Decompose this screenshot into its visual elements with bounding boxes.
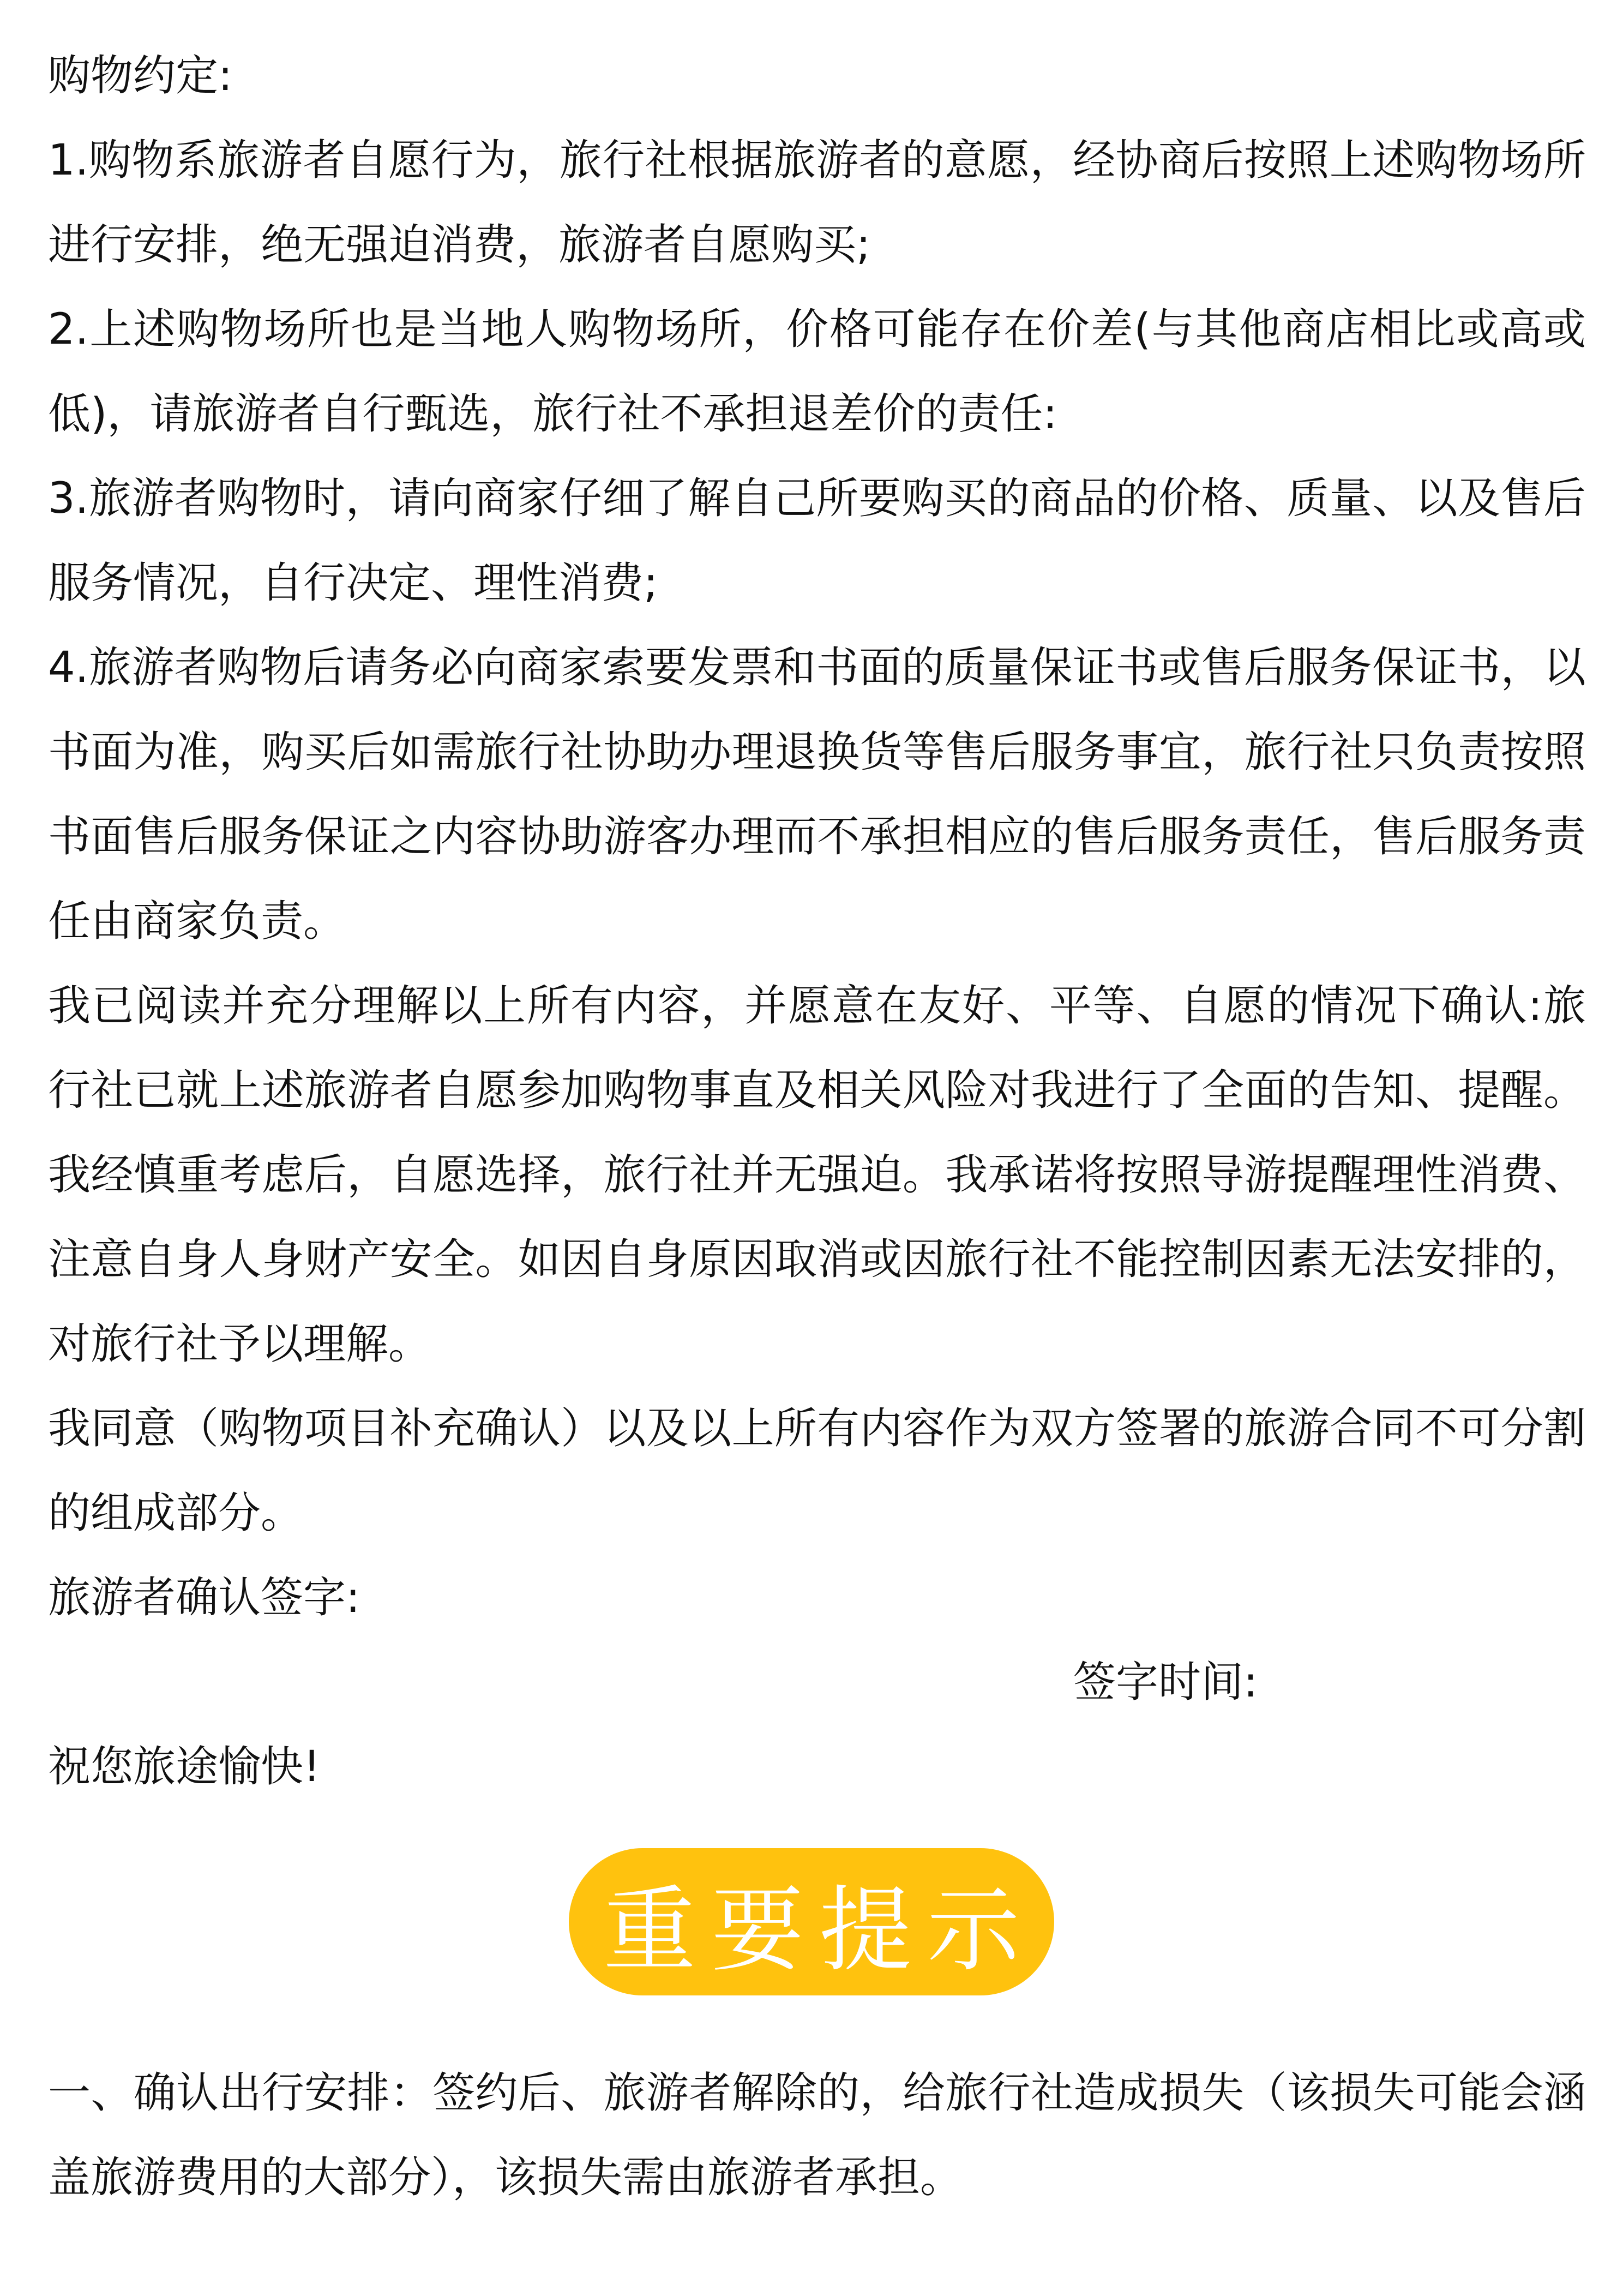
- shopping-clause-3: 3.旅游者购物时，请向商家仔细了解自己所要购买的商品的价格、质量、以及售后服务情况，自行决定、理性消费;: [48, 474, 1586, 608]
- shopping-clause-2: 2.上述购物场所也是当地人购物场所，价格可能存在价差(与其他商店相比或高或低)，请旅游者自行甄选，旅行社不承担退差价的责任:: [48, 305, 1586, 439]
- traveler-signature-label: 旅游者确认签字:: [48, 1573, 360, 1622]
- important-notice-badge: 重要提示: [569, 1848, 1054, 1995]
- shopping-agreement-heading: 购物约定:: [48, 51, 233, 100]
- shopping-clause-4: 4.旅游者购物后请务必向商家索要发票和书面的质量保证书或售后服务保证书，以书面为准，购买后如需旅行社协助办理退换货等售后服务事宜，旅行社只负责按照书面售后服务保证之内容协助游客办理而不承担相应的售后服务责任，售后服务责任由商家负责。: [48, 643, 1586, 946]
- confirmation-statement: 我已阅读并充分理解以上所有内容，并愿意在友好、平等、自愿的情况下确认:旅行社已就上述旅游者自愿参加购物事直及相关风险对我进行了全面的告知、提醒。我经慎重考虑后，自愿选择，旅行社并无强迫。我承诺将按照导游提醒理性消费、注意自身人身财产安全。如因自身原因取消或因旅行社不能控制因素无法安排的，对旅行社予以理解。: [48, 981, 1586, 1369]
- notice-item-1: 一、确认出行安排：签约后、旅游者解除的，给旅行社造成损失（该损失可能会涵盖旅游费用的大部分），该损失需由旅游者承担。: [48, 2069, 1586, 2202]
- notice-section: [48, 2051, 1586, 2220]
- sign-time-label: 签字时间:: [1073, 1658, 1258, 1707]
- closing-greeting: 祝您旅途愉快!: [48, 1742, 321, 1791]
- shopping-clause-1: 1.购物系旅游者自愿行为，旅行社根据旅游者的意愿，经协商后按照上述购物场所进行安排，绝无强迫消费，旅游者自愿购买;: [48, 136, 1586, 269]
- shopping-agreement-section: [48, 34, 1586, 1809]
- important-notice-banner: [0, 1843, 1623, 2001]
- contract-agreement: 我同意（购物项目补充确认）以及以上所有内容作为双方签署的旅游合同不可分割的组成部分。: [48, 1404, 1586, 1538]
